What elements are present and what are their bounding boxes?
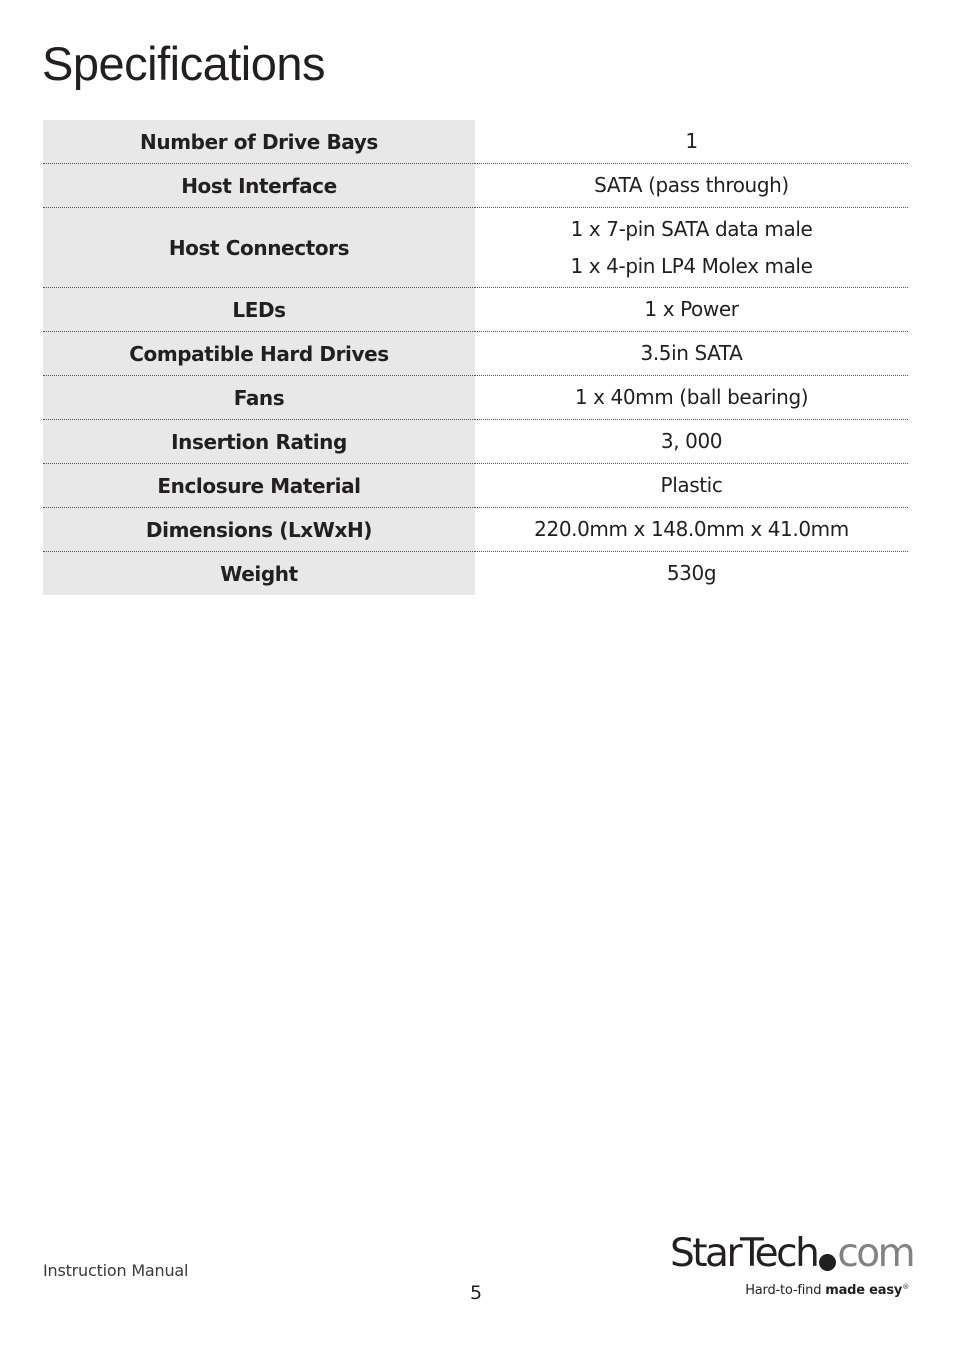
spec-value-line: 1 x 4-pin LP4 Molex male <box>570 253 813 278</box>
registered-mark-icon: ® <box>902 1283 909 1291</box>
spec-label: LEDs <box>43 288 475 332</box>
spec-value-line: 1 x 7-pin SATA data male <box>570 216 813 241</box>
logo-brand-suffix: com <box>837 1231 914 1276</box>
spec-label: Weight <box>43 552 475 596</box>
spec-value <box>475 508 908 552</box>
spec-value <box>475 288 908 332</box>
spec-row <box>43 464 908 508</box>
spec-value-line: 1 <box>685 129 698 153</box>
spec-row <box>43 552 908 596</box>
spec-row <box>43 164 908 208</box>
logo-dot-icon <box>819 1254 836 1271</box>
spec-value-line: 3, 000 <box>660 429 723 453</box>
logo-brand-main: StarTech <box>670 1231 818 1276</box>
spec-row <box>43 288 908 332</box>
spec-row <box>43 120 908 164</box>
spec-label: Dimensions (LxWxH) <box>43 508 475 552</box>
spec-value-line: Plastic <box>660 473 723 497</box>
startech-logo <box>670 1230 915 1305</box>
logo-wordmark <box>670 1230 913 1278</box>
spec-label: Host Interface <box>43 164 475 208</box>
spec-row <box>43 332 908 376</box>
spec-row <box>43 376 908 420</box>
spec-label: Insertion Rating <box>43 420 475 464</box>
spec-value-line: 1 x 40mm (ball bearing) <box>574 385 809 409</box>
spec-label: Fans <box>43 376 475 420</box>
logo-tagline-bold: made easy <box>825 1283 903 1298</box>
spec-label: Number of Drive Bays <box>43 120 475 164</box>
logo-tagline <box>745 1283 909 1298</box>
spec-value <box>475 208 908 288</box>
page-title: Specifications <box>42 37 325 90</box>
spec-label: Host Connectors <box>43 208 475 288</box>
spec-label: Compatible Hard Drives <box>43 332 475 376</box>
spec-value <box>475 420 908 464</box>
spec-value <box>475 376 908 420</box>
logo-tagline-light: Hard-to-find <box>745 1283 822 1298</box>
spec-label: Enclosure Material <box>43 464 475 508</box>
footer-document-label: Instruction Manual <box>43 1261 189 1280</box>
spec-value-line: 530g <box>666 561 717 585</box>
spec-value-line: 220.0mm x 148.0mm x 41.0mm <box>534 517 849 541</box>
spec-row <box>43 508 908 552</box>
spec-value <box>475 332 908 376</box>
spec-row <box>43 420 908 464</box>
spec-row <box>43 208 908 288</box>
spec-value-line: 3.5in SATA <box>640 341 743 365</box>
spec-value <box>475 552 908 596</box>
spec-value <box>475 164 908 208</box>
page-number: 5 <box>470 1282 483 1304</box>
spec-value-line: 1 x Power <box>644 297 739 321</box>
spec-value <box>475 120 908 164</box>
specifications-table <box>43 120 908 595</box>
spec-value-line: SATA (pass through) <box>594 173 789 197</box>
spec-value <box>475 464 908 508</box>
